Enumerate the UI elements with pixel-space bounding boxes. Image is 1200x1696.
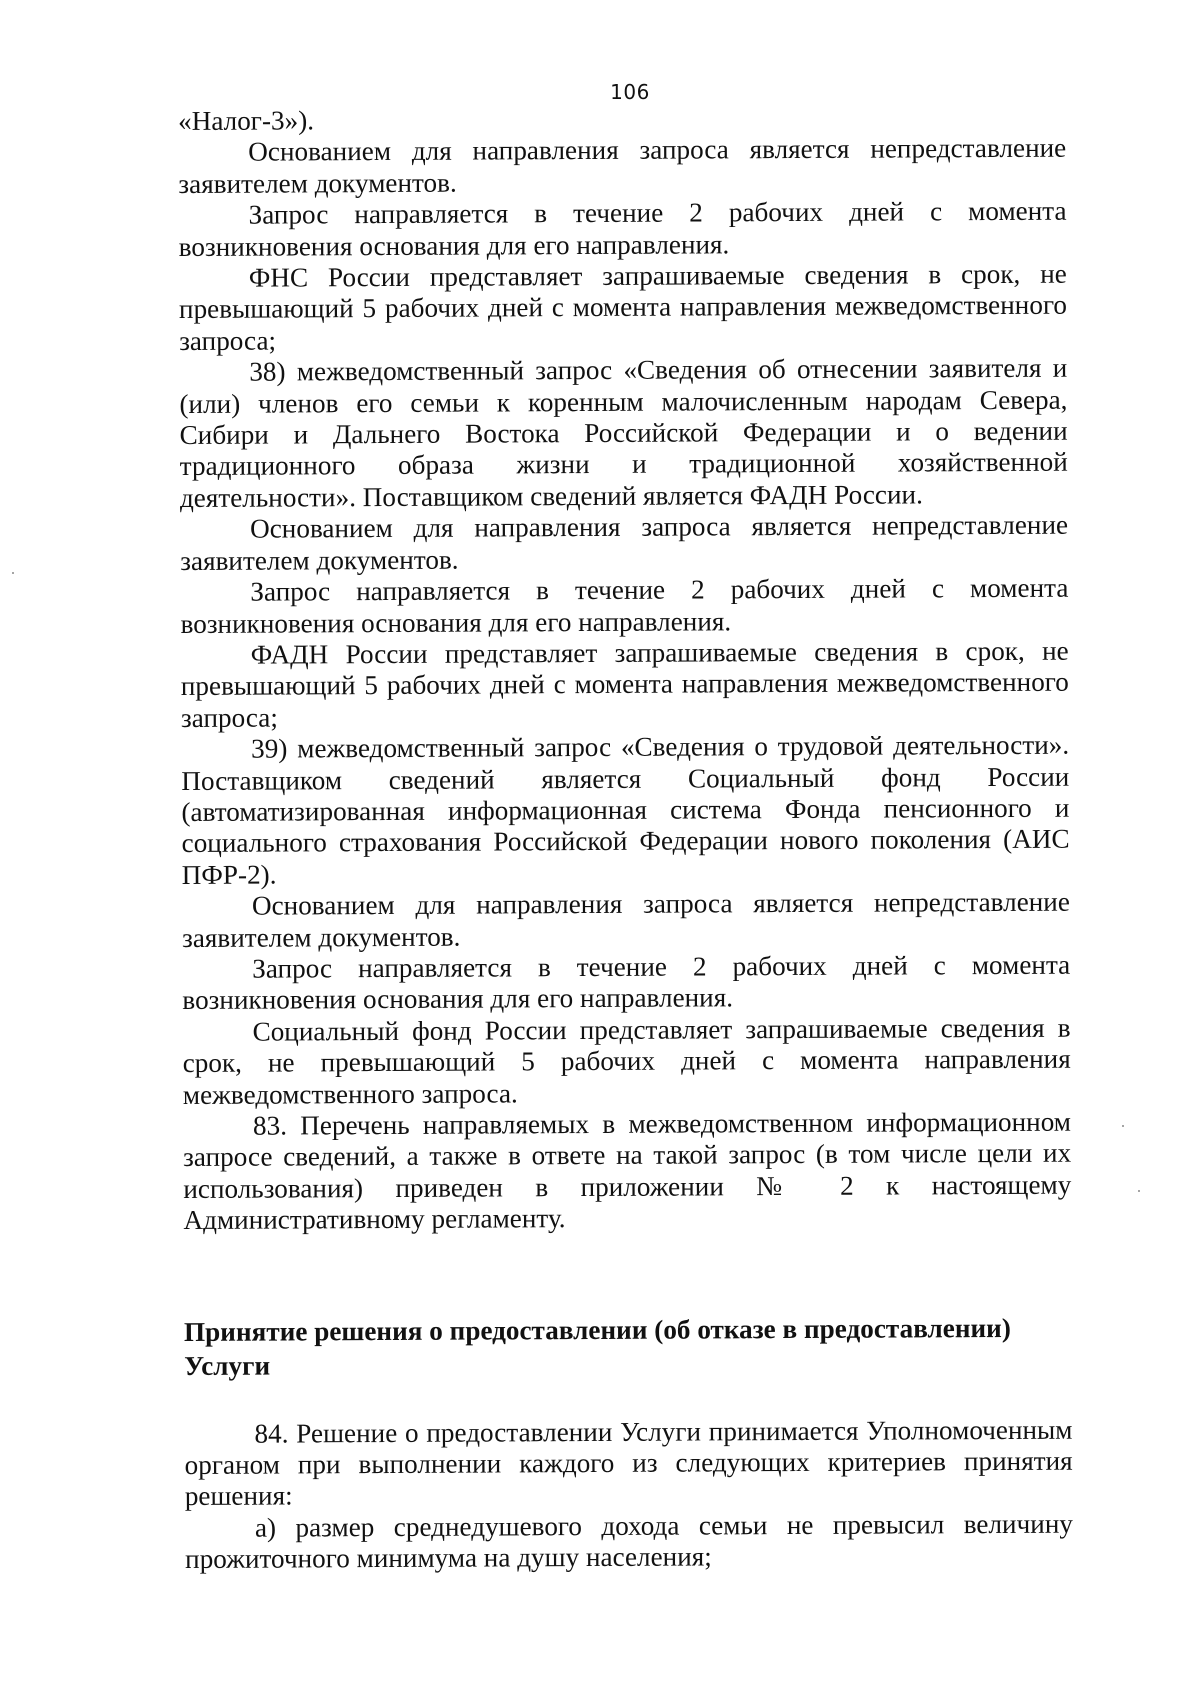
paragraph: Основанием для направления запроса является непредставление заявителем документов. bbox=[181, 886, 1070, 953]
paragraph: 84. Решение о предоставлении Услуги принимается Уполномоченным органом при выполнении каждого из следующих критериев принятия решения: bbox=[184, 1414, 1073, 1512]
paragraph-list-after-heading bbox=[184, 1414, 1073, 1575]
paragraph: Социальный фонд России представляет запрашиваемые сведения в срок, не превышающий 5 рабочих дней с момента направления межведомственного запроса. bbox=[182, 1012, 1071, 1110]
scan-speck bbox=[12, 572, 14, 574]
paragraph: ФНС России представляет запрашиваемые сведения в срок, не превышающий 5 рабочих дней с момента направления межведомственного запроса; bbox=[178, 258, 1068, 356]
section-heading bbox=[184, 1310, 1072, 1382]
paragraph: 83. Перечень направляемых в межведомственном информационном запросе сведений, а также в ответе на такой запрос (в том числе цели их использования) приведен в приложении № 2 к настоящему Административному регламенту. bbox=[183, 1106, 1072, 1236]
paragraph: Запрос направляется в течение 2 рабочих дней с момента возникновения основания для его направления. bbox=[182, 949, 1071, 1016]
paragraph: 38) межведомственный запрос «Сведения об отнесении заявителя и (или) членов его семьи к коренным малочисленным народам Севера, Сибири и Дальнего Востока Российской Федерации и о ведении традиционного образа жизни и традиционной хозяйственной деятельности». Поставщиком сведений является ФАДН России. bbox=[179, 352, 1068, 513]
scan-speck bbox=[1138, 1190, 1140, 1192]
paragraph: «Налог-3»). bbox=[178, 105, 315, 136]
paragraph: а) размер среднедушевого дохода семьи не превысил величину прожиточного минимума на душу населения; bbox=[185, 1508, 1074, 1575]
section-heading-line-2: Услуги bbox=[184, 1350, 271, 1381]
section-heading-line-1: Принятие решения о предоставлении (об отказе в предоставлении) bbox=[183, 1312, 1011, 1347]
paragraph: Основанием для направления запроса является непредставление заявителем документов. bbox=[180, 509, 1069, 576]
page-number: 106 bbox=[610, 80, 650, 104]
paragraph: Основанием для направления запроса является непредставление заявителем документов. bbox=[178, 133, 1067, 199]
paragraph: ФАДН России представляет запрашиваемые сведения в срок, не превышающий 5 рабочих дней с момента направления межведомственного запроса; bbox=[180, 635, 1069, 733]
section-gap bbox=[184, 1232, 1072, 1314]
scan-speck bbox=[1122, 1125, 1124, 1127]
paragraph: Запрос направляется в течение 2 рабочих дней с момента возникновения основания для его направления. bbox=[178, 195, 1067, 262]
document-body bbox=[178, 102, 1073, 1576]
heading-gap bbox=[184, 1378, 1072, 1418]
paragraph: 39) межведомственный запрос «Сведения о трудовой деятельности». Поставщиком сведений является Социальный фонд России (автоматизированная информационная система Фонда пенсионного и социального страхования Российской Федерации нового поколения (АИС ПФР-2). bbox=[181, 729, 1070, 890]
paragraph-list bbox=[178, 102, 1072, 1237]
paragraph: Запрос направляется в течение 2 рабочих дней с момента возникновения основания для его направления. bbox=[180, 572, 1069, 639]
